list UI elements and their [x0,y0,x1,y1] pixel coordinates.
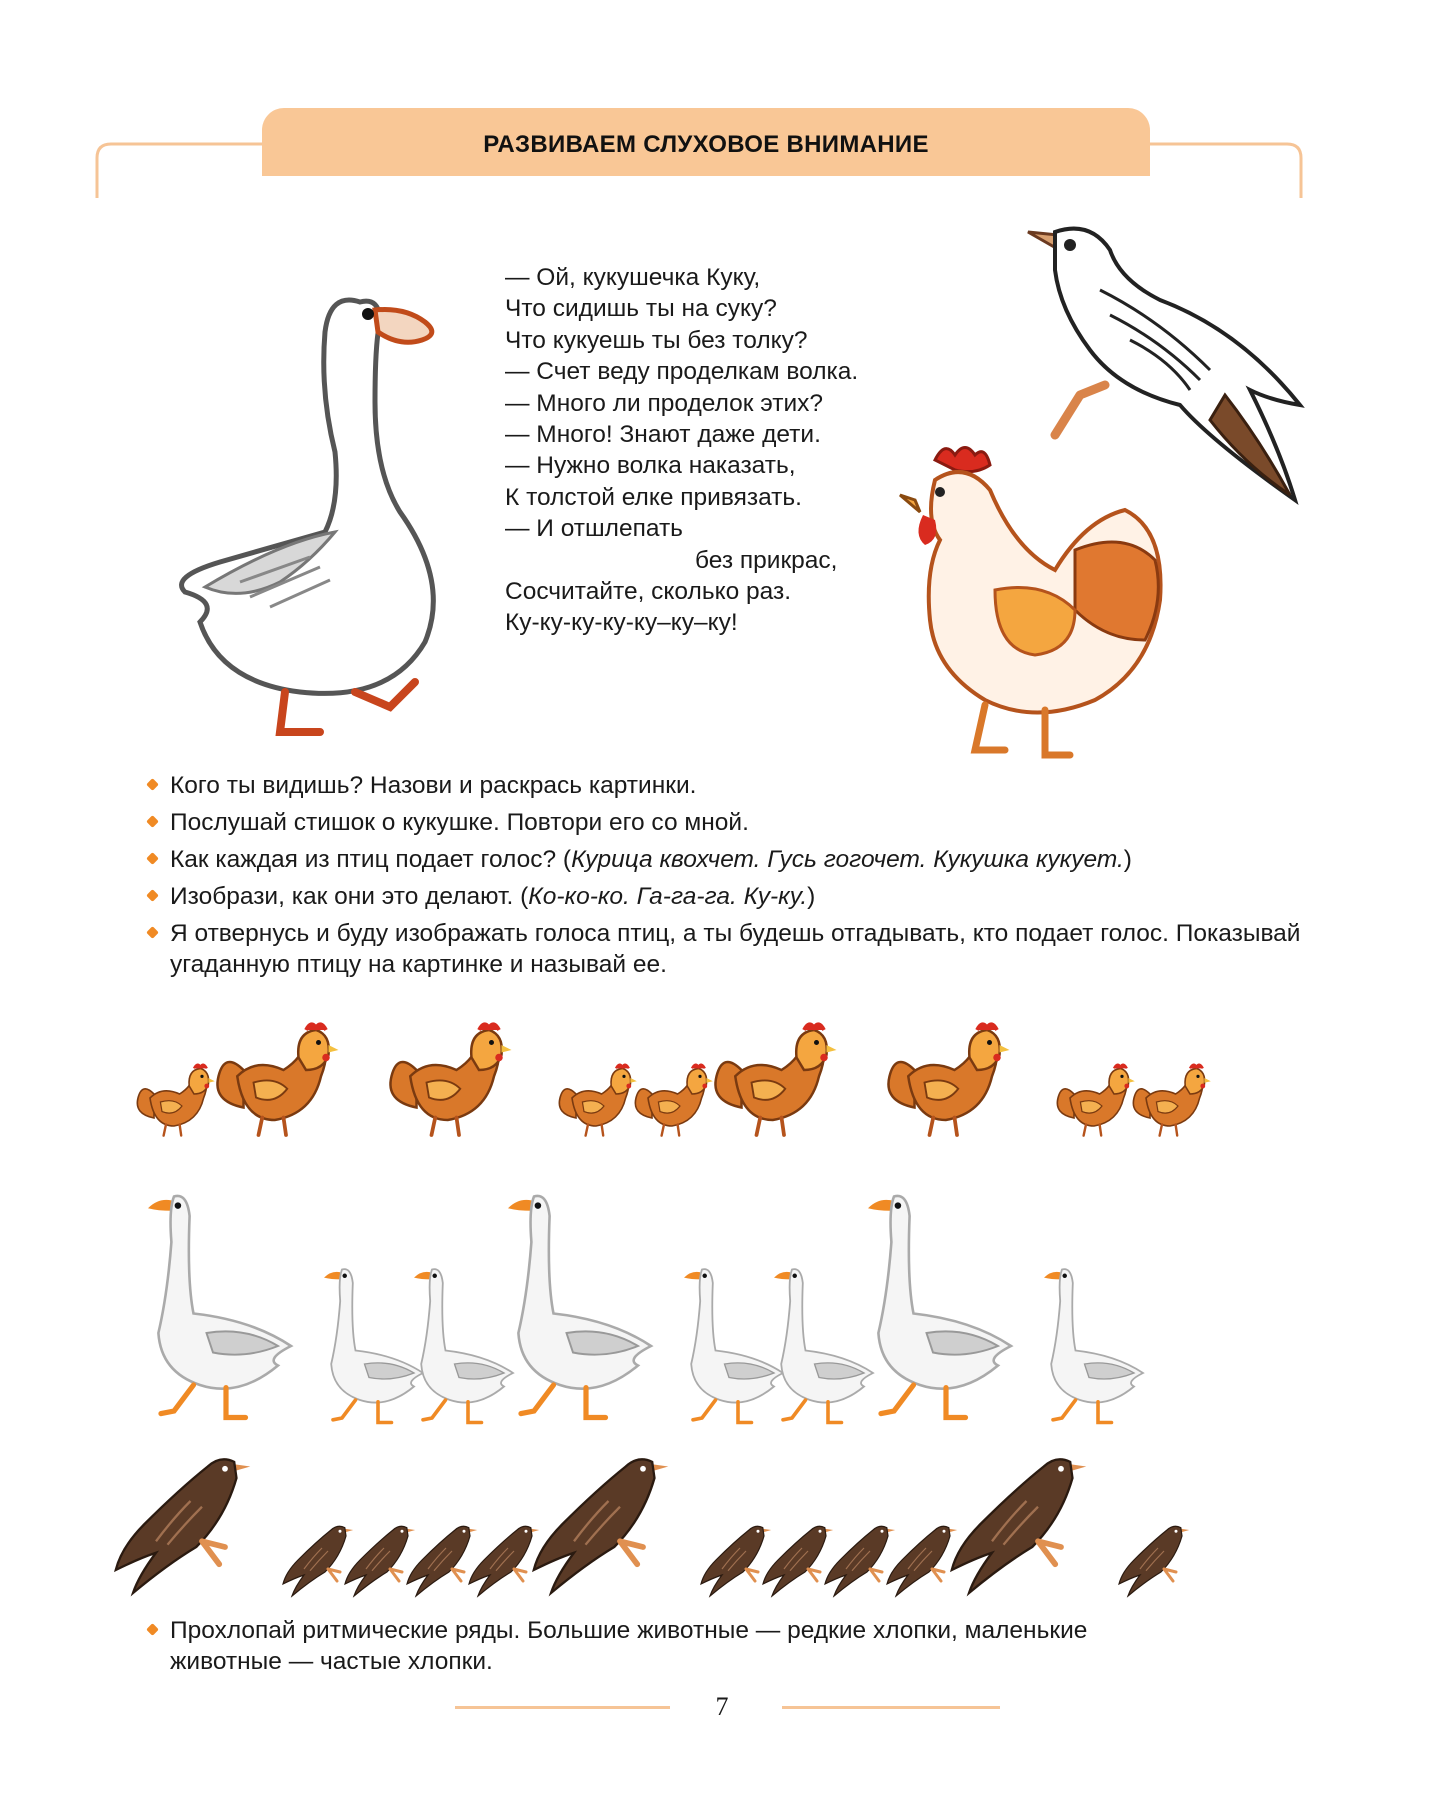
hen-small [559,1065,636,1136]
goose-small [1044,1269,1143,1422]
bullet-marker [146,852,159,865]
bullet-marker [146,889,159,902]
goose-big [508,1196,651,1418]
cuckoo-row-svg [110,1450,1320,1600]
hen-small [1133,1065,1210,1136]
cuckoo-small [407,1526,477,1596]
hen-small [1057,1065,1134,1136]
instruction-answer: Ко-ко-ко. Га-га-га. Ку-ку. [528,883,808,910]
instruction-close: ) [807,883,816,910]
instruction-close: ) [1123,846,1132,873]
poem-line: — Нужно волка наказать, [505,452,796,480]
bullet-marker [146,815,159,828]
hen-big [715,1024,836,1135]
instruction-answer: Курица квохчет. Гусь гогочет. Кукушка кукует. [571,846,1124,873]
instruction-text: Как каждая из птиц подает голос? ( [170,846,572,873]
instruction-text: Кого ты видишь? Назови и раскрась картинки. [170,772,697,799]
instruction-item [148,918,1308,980]
poem-line: без прикрас, [695,546,838,574]
instruction-item [148,881,1308,912]
cuckoos-rhythm-row [110,1450,1320,1600]
cuckoo-small [1119,1526,1189,1596]
hen-big [217,1024,338,1135]
goose-small [684,1269,783,1422]
goose-small [414,1269,513,1422]
goose-row-svg [135,1185,1315,1425]
hen-big [888,1024,1009,1135]
poem-line: Сосчитайте, сколько раз. [505,578,792,606]
hen-small [137,1065,214,1136]
cuckoo-small [887,1526,957,1596]
bullet-marker [146,926,159,939]
poem-line: — Много! Знают даже дети. [505,421,821,449]
hens-rhythm-row [130,1000,1310,1140]
instruction-item [148,770,1308,801]
poem-line: — Счет веду проделкам волка. [505,358,859,386]
cuckoo-small [283,1526,353,1596]
goose-illustration [160,262,460,742]
cuckoo-small [469,1526,539,1596]
rhythm-instruction [148,1615,1148,1683]
hen-big [390,1024,511,1135]
goose-big [868,1196,1011,1418]
cuckoo-small [825,1526,895,1596]
bullet-marker [146,1623,159,1636]
poem-line: Ку-ку-ку-ку-ку–ку–ку! [505,609,738,637]
cuckoo-big [534,1459,669,1593]
geese-rhythm-row [135,1185,1315,1425]
poem-line: — И отшлепать [505,515,683,543]
poem-line: — Ой, кукушечка Куку, [505,264,761,291]
goose-big [148,1196,291,1418]
cuckoo-small [345,1526,415,1596]
poem [505,262,858,639]
instruction-text: Послушай стишок о кукушке. Повтори его со мной. [170,809,749,836]
poem-line: Что кукуешь ты без толку? [505,326,808,354]
cuckoo-small [701,1526,771,1596]
cuckoo-big [116,1459,251,1593]
bullet-marker [146,778,159,791]
hen-row-svg [130,1000,1310,1140]
cuckoo-small [763,1526,833,1596]
goose-small [324,1269,423,1422]
footer-rule-left [455,1706,670,1709]
footer-rule-right [782,1706,1000,1709]
header-banner [262,108,1150,176]
goose-small [774,1269,873,1422]
hen-small [635,1065,712,1136]
instruction-item [148,844,1308,875]
cuckoo-big [952,1459,1087,1593]
rhythm-instruction-text: Прохлопай ритмические ряды. Большие животные — редкие хлопки, маленькие животные — частые хлопки. [170,1617,1088,1675]
page-number: 7 [715,1692,729,1721]
instruction-list [148,770,1308,986]
poem-line: Что сидишь ты на суку? [505,295,777,323]
poem-line: — Много ли проделок этих? [505,389,824,417]
hen-illustration [895,440,1195,780]
poem-line: К толстой елке привязать. [505,483,802,511]
instruction-text: Я отвернусь и буду изображать голоса птиц, а ты будешь отгадывать, кто подает голос. Показывай угаданную птицу на картинке и называй ее. [170,920,1301,978]
instruction-item [148,807,1308,838]
instruction-text: Изобрази, как они это делают. ( [170,883,529,910]
page-title: РАЗВИВАЕМ СЛУХОВОЕ ВНИМАНИЕ [483,131,929,158]
